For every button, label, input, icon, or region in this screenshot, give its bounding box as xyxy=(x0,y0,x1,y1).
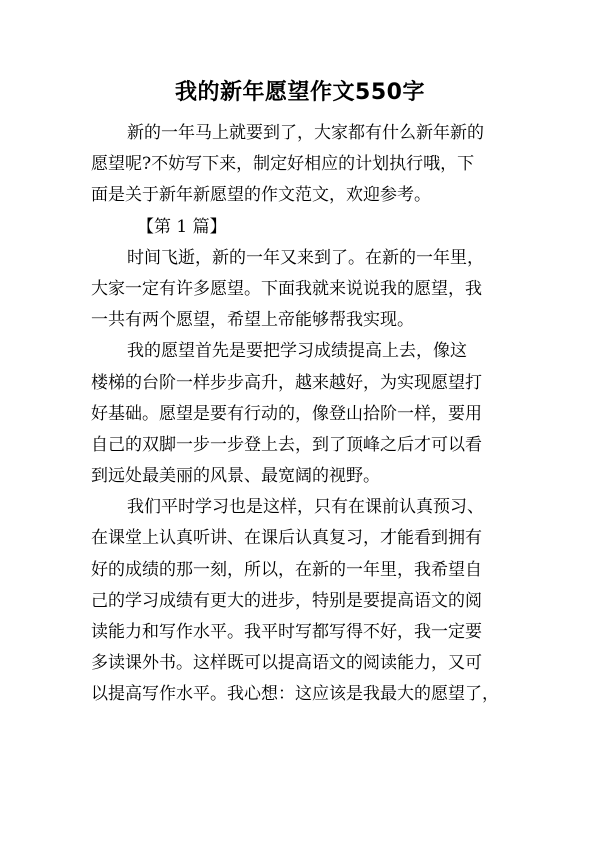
essay-paragraph-3 xyxy=(91,492,521,710)
text-line: 好基础。愿望是要有行动的，像登山拾阶一样，要用 xyxy=(91,403,482,424)
text-line: 多读课外书。这样既可以提高语文的阅读能力，又可 xyxy=(91,653,482,674)
section-heading xyxy=(91,212,521,243)
text-line: 己的学习成绩有更大的进步，特别是要提高语文的阅 xyxy=(91,590,482,611)
page-title: 我的新年愿望作文550字 xyxy=(175,80,425,105)
essay-paragraph-1 xyxy=(91,243,521,337)
text-line: 我的愿望首先是要把学习成绩提高上去，像这 xyxy=(127,341,467,362)
intro-paragraph xyxy=(91,118,521,212)
text-line: 一共有两个愿望，希望上帝能够帮我实现。 xyxy=(91,310,414,331)
text-line: 大家一定有许多愿望。下面我就来说说我的愿望，我 xyxy=(91,278,482,299)
text-line: 在课堂上认真听讲、在课后认真复习，才能看到拥有 xyxy=(91,528,482,549)
text-line: 到远处最美丽的风景、最宽阔的视野。 xyxy=(91,466,380,487)
essay-paragraph-2 xyxy=(91,336,521,492)
text-line: 我们平时学习也是这样，只有在课前认真预习、 xyxy=(127,497,484,518)
text-line: 愿望呢?不妨写下来，制定好相应的计划执行哦，下 xyxy=(91,154,475,175)
text-line: 好的成绩的那一刻，所以，在新的一年里，我希望自 xyxy=(91,559,482,580)
essay-body xyxy=(91,118,521,711)
text-line: 以提高写作水平。我心想：这应该是我最大的愿望了， xyxy=(91,684,499,705)
text-line: 时间飞逝，新的一年又来到了。在新的一年里， xyxy=(127,247,484,268)
section-heading-text: 【第 1 篇】 xyxy=(137,216,227,237)
text-line: 楼梯的台阶一样步步高升，越来越好，为实现愿望打 xyxy=(91,372,482,393)
text-line: 自己的双脚一步一步登上去，到了顶峰之后才可以看 xyxy=(91,434,482,455)
text-line: 读能力和写作水平。我平时写都写得不好，我一定要 xyxy=(91,622,482,642)
text-line: 新的一年马上就要到了，大家都有什么新年新的 xyxy=(127,123,484,143)
text-line: 面是关于新年新愿望的作文范文，欢迎参考。 xyxy=(91,185,431,206)
